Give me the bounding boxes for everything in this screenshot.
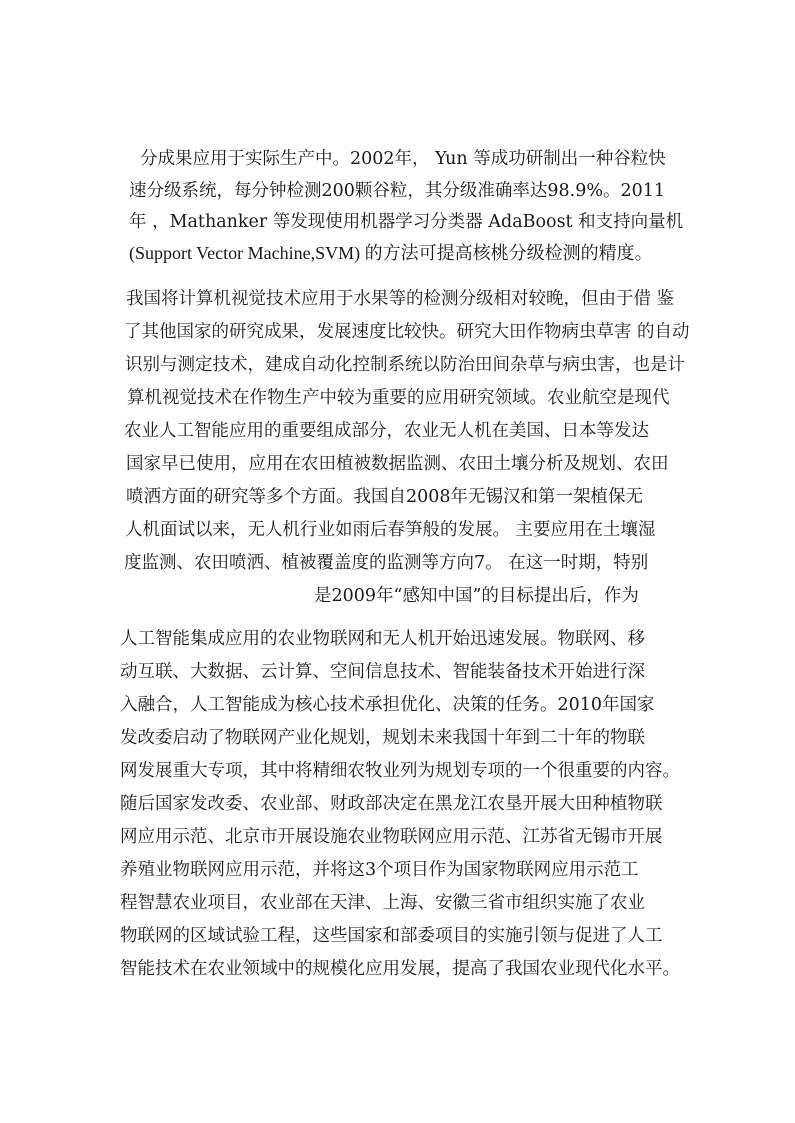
text-line: 国家早已使用，应用在农田植被数据监测、农田土壤分析及规划、农田 — [126, 454, 669, 474]
text-line: 智能技术在农业领域中的规模化应用发展，提高了我国农业现代化水平。 — [120, 959, 680, 979]
text-line: 识别与测定技术，建成自动化控制系统以防治田间杂草与病虫害，也是计 — [125, 355, 685, 375]
text-line: 随后国家发改委、农业部、财政部决定在黑龙江农垦开展大田种植物联 — [120, 794, 663, 814]
text-line: 算机视觉技术在作物生产中较为重要的应用研究领域。农业航空是现代 — [127, 388, 670, 408]
text-line: 程智慧农业项目，农业部在天津、上海、安徽三省市组织实施了农业 — [120, 893, 645, 913]
text-line: 动互联、大数据、云计算、空间信息技术、智能装备技术开始进行深 — [120, 662, 645, 682]
text-line: 我国将计算机视觉技术应用于水果等的检测分级相对较晚，但由于借 鉴 — [126, 289, 675, 309]
text-line: 人机面试以来，无人机行业如雨后春笋般的发展。 主要应用在土壤湿 — [125, 520, 656, 540]
text-line: 喷洒方面的研究等多个方面。我国自2008年无锡汉和第一架植保无 — [126, 487, 644, 507]
text-line: 了其他国家的研究成果，发展速度比较快。研究大田作物病虫草害 的自动 — [124, 322, 690, 342]
text-line: 速分级系统，每分钟检测200颗谷粒，其分级准确率达98.9%。2011 — [129, 181, 666, 201]
text-line: 人工智能集成应用的农业物联网和无人机开始迅速发展。物联网、移 — [120, 629, 645, 649]
text-line: 网应用示范、北京市开展设施农业物联网应用示范、江苏省无锡市开展 — [120, 827, 663, 847]
text-line: (Support Vector Machine,SVM) 的方法可提高核桃分级检测的精度。 — [129, 243, 653, 263]
text-line: 分成果应用于实际生产中。2002年， Yun 等成功研制出一种谷粒快 — [140, 149, 666, 169]
text-line: 农业人工智能应用的重要组成部分，农业无人机在美国、日本等发达 — [124, 421, 649, 441]
text-line: 网发展重大专项，其中将精细农牧业列为规划专项的一个很重要的内容。 — [120, 761, 680, 781]
text-line: 入融合，人工智能成为核心技术承担优化、决策的任务。2010年国家 — [120, 695, 655, 715]
text-line: 度监测、农田喷洒、植被覆盖度的监测等方向7。 在这一时期，特别 — [124, 553, 649, 573]
text-line: 年 ，Mathanker 等发现使用机器学习分类器 AdaBoost 和支持向量机 — [129, 212, 684, 232]
text-line: 是2009年“感知中国”的目标提出后，作为 — [314, 586, 639, 606]
text-line: 养殖业物联网应用示范，并将这3个项目作为国家物联网应用示范工 — [120, 860, 639, 880]
text-line: 物联网的区域试验工程，这些国家和部委项目的实施引领与促进了人工 — [120, 926, 663, 946]
text-line: 发改委启动了物联网产业化规划，规划未来我国十年到二十年的物联 — [120, 728, 645, 748]
